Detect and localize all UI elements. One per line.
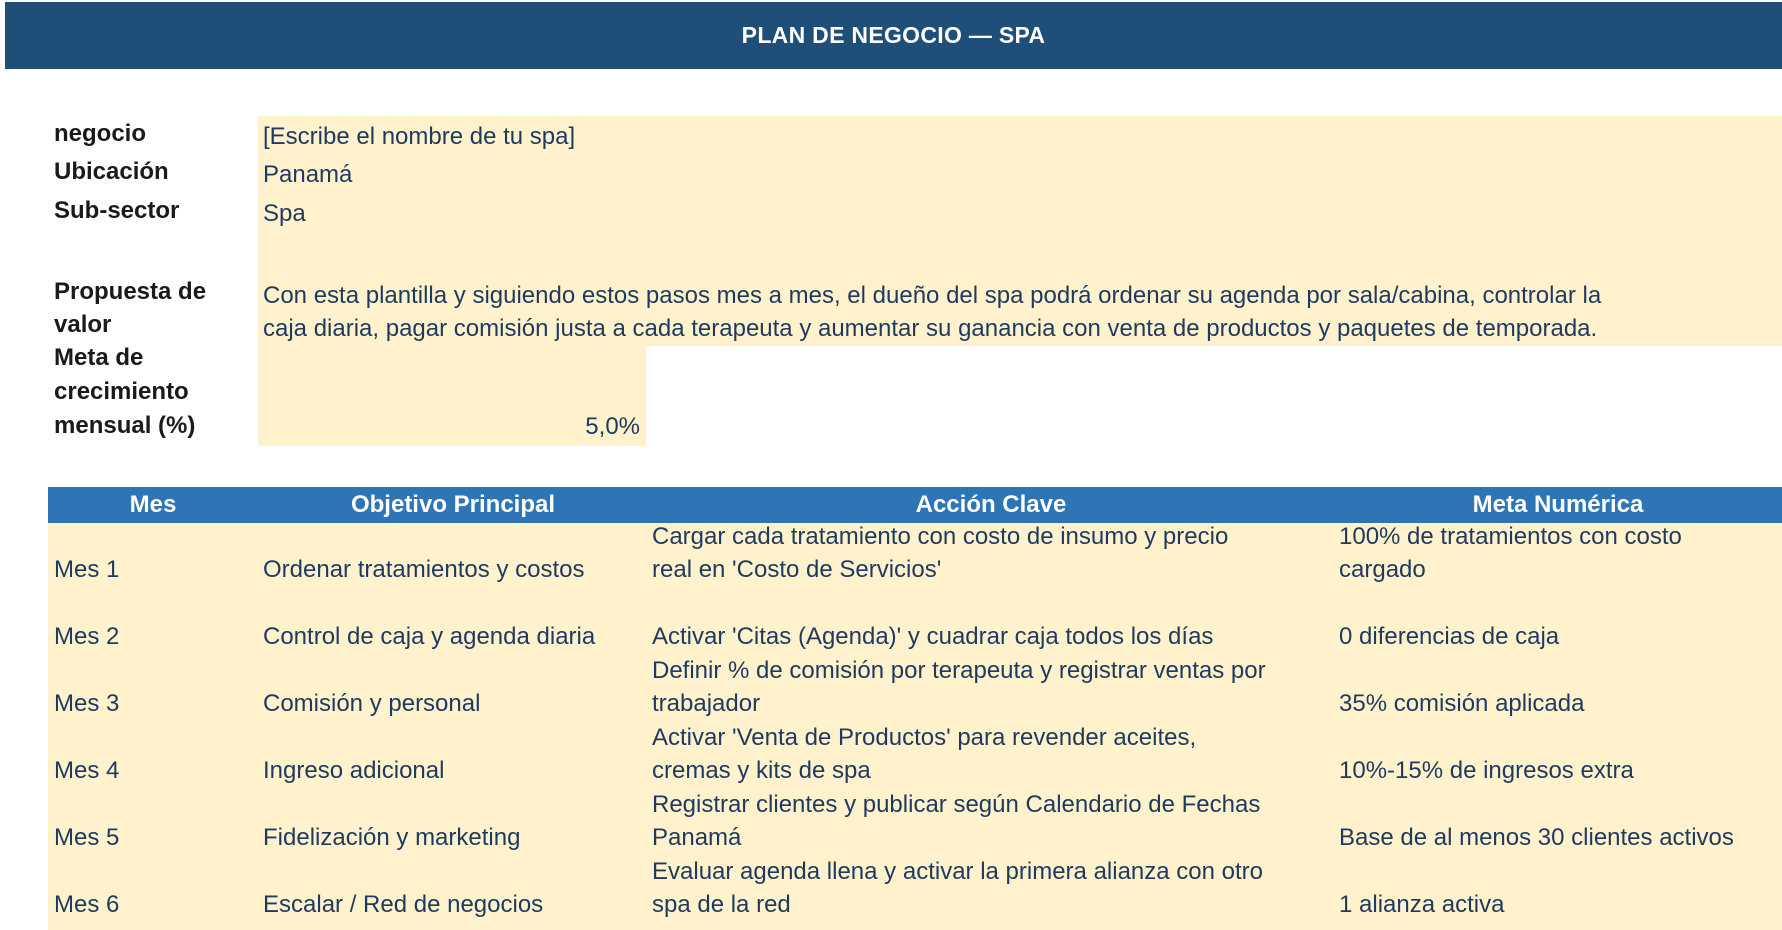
ubicacion-label: Ubicación <box>54 158 169 185</box>
header-objetivo: Objetivo Principal <box>350 491 556 518</box>
row6-accion-line1[interactable]: Evaluar agenda llena y activar la primera alianza con otro <box>652 858 1264 885</box>
header-mes: Mes <box>129 491 177 518</box>
page-title: PLAN DE NEGOCIO — SPA <box>5 2 1782 69</box>
table-body <box>48 523 1782 930</box>
row5-accion-line1[interactable]: Registrar clientes y publicar según Calendario de Fechas <box>652 791 1261 818</box>
row5-accion-line2[interactable]: Panamá <box>652 824 742 851</box>
row3-mes[interactable]: Mes 3 <box>54 690 120 717</box>
row4-mes[interactable]: Mes 4 <box>54 757 120 784</box>
row5-meta[interactable]: Base de al menos 30 clientes activos <box>1339 824 1734 851</box>
row2-meta[interactable]: 0 diferencias de caja <box>1339 623 1560 650</box>
row1-meta-line2[interactable]: cargado <box>1339 556 1426 583</box>
row6-objetivo[interactable]: Escalar / Red de negocios <box>263 891 544 918</box>
subsector-field[interactable]: Spa <box>263 200 306 227</box>
propuesta-field-line2[interactable]: caja diaria, pagar comisión justa a cada terapeuta y aumentar su ganancia con venta de productos y paquetes de temporada. <box>263 315 1598 342</box>
meta-label-line1: Meta de <box>54 344 144 371</box>
propuesta-label-line2: valor <box>54 311 112 338</box>
meta-label-line3: mensual (%) <box>54 412 196 439</box>
row5-mes[interactable]: Mes 5 <box>54 824 120 851</box>
row1-objetivo[interactable]: Ordenar tratamientos y costos <box>263 556 585 583</box>
row2-accion[interactable]: Activar 'Citas (Agenda)' y cuadrar caja todos los días <box>652 623 1214 650</box>
negocio-label: negocio <box>54 120 147 147</box>
propuesta-field-line1[interactable]: Con esta plantilla y siguiendo estos pasos mes a mes, el dueño del spa podrá ordenar su agenda por sala/cabina, controlar la <box>263 282 1602 309</box>
meta-label-line2: crecimiento <box>54 378 189 405</box>
row4-objetivo[interactable]: Ingreso adicional <box>263 757 445 784</box>
row3-objetivo[interactable]: Comisión y personal <box>263 690 481 717</box>
subsector-label: Sub-sector <box>54 197 180 224</box>
row1-accion-line2[interactable]: real en 'Costo de Servicios' <box>652 556 942 583</box>
header-meta: Meta Numérica <box>1472 491 1644 518</box>
row1-mes[interactable]: Mes 1 <box>54 556 120 583</box>
ubicacion-field[interactable]: Panamá <box>263 161 353 188</box>
table-header <box>48 487 1782 523</box>
row2-objetivo[interactable]: Control de caja y agenda diaria <box>263 623 596 650</box>
row2-mes[interactable]: Mes 2 <box>54 623 120 650</box>
row3-accion-line2[interactable]: trabajador <box>652 690 761 717</box>
header-accion: Acción Clave <box>915 491 1067 518</box>
meta-field[interactable]: 5,0% <box>585 413 640 440</box>
row6-accion-line2[interactable]: spa de la red <box>652 891 791 918</box>
row6-meta[interactable]: 1 alianza activa <box>1339 891 1505 918</box>
row4-meta[interactable]: 10%-15% de ingresos extra <box>1339 757 1634 784</box>
row5-objetivo[interactable]: Fidelización y marketing <box>263 824 521 851</box>
row4-accion-line2[interactable]: cremas y kits de spa <box>652 757 871 784</box>
row3-accion-line1[interactable]: Definir % de comisión por terapeuta y registrar ventas por <box>652 657 1266 684</box>
row1-meta-line1[interactable]: 100% de tratamientos con costo <box>1339 523 1682 550</box>
row6-mes[interactable]: Mes 6 <box>54 891 120 918</box>
row1-accion-line1[interactable]: Cargar cada tratamiento con costo de insumo y precio <box>652 523 1229 550</box>
propuesta-label-line1: Propuesta de <box>54 278 207 305</box>
negocio-field[interactable]: [Escribe el nombre de tu spa] <box>263 123 576 150</box>
row3-meta[interactable]: 35% comisión aplicada <box>1339 690 1585 717</box>
row4-accion-line1[interactable]: Activar 'Venta de Productos' para revender aceites, <box>652 724 1197 751</box>
